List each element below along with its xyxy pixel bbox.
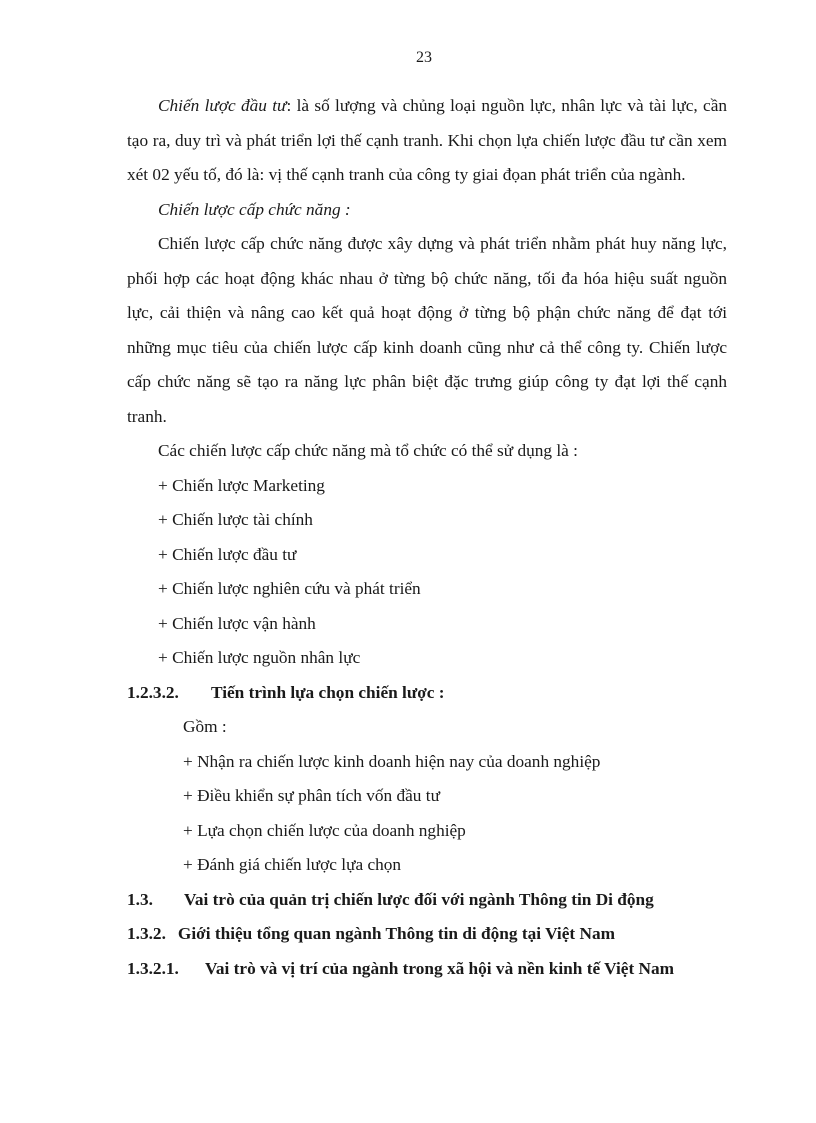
paragraph-functional-strategy: Chiến lược cấp chức năng được xây dựng và phát triển nhằm phát huy năng lực, phối hợp các hoạt động khác nhau ở từng bộ chức năng, tối đa hóa hiệu suất nguồn lực, cải thiện và nâng cao kết quả hoạt động ở từng bộ phận chức năng để đạt tới những mục tiêu của chiến lược cấp kinh doanh cũng như cả thể công ty. Chiến lược cấp chức năng sẽ tạo ra năng lực phân biệt đặc trưng giúp công ty đạt lợi thế cạnh tranh.	[127, 234, 727, 426]
functional-strategies-list	[127, 469, 727, 676]
section-number: 1.2.3.2.	[127, 682, 179, 702]
list-item: + Nhận ra chiến lược kinh doanh hiện nay của doanh nghiệp	[183, 751, 601, 771]
investment-strategy-text: : là số lượng và chủng loại nguồn lực, nhân lực và tài lực, cần tạo ra, duy trì và phát triển lợi thế cạnh tranh. Khi chọn lựa chiến lược đầu tư cần xem xét 02 yếu tố, đó là: vị thế cạnh tranh của công ty giai đọan phát triển của ngành.	[127, 96, 727, 184]
document-body	[127, 89, 727, 986]
paragraph-investment-strategy	[127, 89, 727, 193]
section-heading-13	[127, 883, 727, 918]
list-item: + Chiến lược tài chính	[158, 510, 313, 529]
list-item: + Đánh giá chiến lược lựa chọn	[183, 855, 402, 874]
section-title: Giới thiệu tổng quan ngành Thông tin di động tại Việt Nam	[177, 924, 615, 943]
list-item: + Chiến lược vận hành	[158, 613, 316, 633]
list-item: + Chiến lược đầu tư	[158, 544, 297, 564]
section-title: Tiến trình lựa chọn chiến lược :	[211, 682, 445, 702]
functional-strategy-heading: Chiến lược cấp chức năng :	[158, 199, 351, 219]
section-heading-132	[127, 917, 727, 952]
investment-strategy-label: Chiến lược đầu tư	[158, 96, 287, 115]
section-heading-1321	[127, 952, 727, 987]
section-number: 1.3.2.1.	[127, 958, 179, 978]
page-number: 23	[416, 49, 432, 66]
list-item: + Lựa chọn chiến lược của doanh nghiệp	[183, 820, 466, 840]
list-item: + Chiến lược Marketing	[158, 475, 325, 495]
section-number: 1.3.	[127, 889, 153, 909]
section-title: Vai trò và vị trí của ngành trong xã hội và nền kinh tế Việt Nam	[205, 958, 675, 978]
section-heading-1232	[127, 676, 727, 711]
list-item: + Chiến lược nguồn nhân lực	[158, 648, 361, 667]
section-number: 1.3.2.	[127, 924, 166, 943]
section-title: Vai trò của quản trị chiến lược đối với ngành Thông tin Di động	[184, 889, 654, 909]
functional-strategies-intro: Các chiến lược cấp chức năng mà tổ chức có thể sử dụng là :	[158, 441, 578, 460]
selection-process-list	[127, 745, 727, 883]
list-item: + Chiến lược nghiên cứu và phát triển	[158, 579, 421, 598]
selection-process-intro: Gồm :	[183, 717, 227, 736]
list-item: + Điều khiển sự phân tích vốn đầu tư	[183, 786, 440, 805]
